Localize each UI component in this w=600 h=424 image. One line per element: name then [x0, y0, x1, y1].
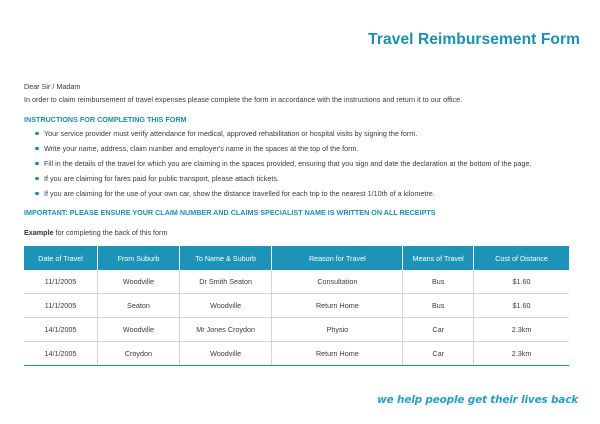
bullet-icon: [35, 192, 39, 196]
table-cell: 2.3km: [474, 318, 569, 342]
column-header-reason: Reason for Travel: [272, 246, 403, 270]
table-row: [24, 270, 569, 294]
table-cell: Woodville: [98, 318, 180, 342]
instruction-text: Fill in the details of the travel for which you are claiming in the spaces provided, ensuring that you sign and date the declaration at the bottom of the page.: [44, 159, 532, 168]
table-cell: 11/1/2005: [24, 270, 98, 294]
table-cell: Physio: [272, 318, 403, 342]
letter-greeting: Dear Sir / Madam: [24, 82, 81, 91]
bullet-icon: [35, 177, 39, 181]
letter-intro: In order to claim reimbursement of travel expenses please complete the form in accordance with the instructions and return it to our office.: [24, 95, 463, 104]
table-header-row: [24, 246, 569, 270]
column-header-cost: Cost of Distance: [474, 246, 569, 270]
table-cell: Woodville: [179, 342, 272, 366]
bullet-icon: [35, 162, 39, 166]
instruction-item: [24, 129, 531, 144]
table-cell: Car: [403, 318, 474, 342]
column-header-date: Date of Travel: [24, 246, 98, 270]
table-cell: Return Home: [272, 294, 403, 318]
footer-tagline: we help people get their lives back: [377, 394, 578, 406]
table-cell: Return Home: [272, 342, 403, 366]
instructions-list: [24, 129, 531, 204]
instruction-text: Your service provider must verify attendance for medical, approved rehabilitation or hospital visits by signing the form.: [44, 129, 418, 138]
instruction-text: If you are claiming for fares paid for public transport, please attach tickets.: [44, 174, 279, 183]
table-cell: Dr Smith Seaton: [179, 270, 272, 294]
column-header-means: Means of Travel: [403, 246, 474, 270]
bullet-icon: [35, 147, 39, 151]
table-cell: Seaton: [98, 294, 180, 318]
example-label: Example: [24, 228, 54, 237]
instruction-item: [24, 189, 531, 204]
table-cell: 2.3km: [474, 342, 569, 366]
table-cell: $1.60: [474, 294, 569, 318]
important-notice: IMPORTANT: PLEASE ENSURE YOUR CLAIM NUMBER AND CLAIMS SPECIALIST NAME IS WRITTEN ON ALL RECEIPTS: [24, 208, 436, 217]
bullet-icon: [35, 132, 39, 136]
instructions-heading: INSTRUCTIONS FOR COMPLETING THIS FORM: [24, 115, 187, 124]
page-title: Travel Reimbursement Form: [368, 31, 580, 48]
instruction-item: [24, 159, 531, 174]
table-cell: Mr Jones Croydon: [179, 318, 272, 342]
table-cell: $1.60: [474, 270, 569, 294]
instruction-text: If you are claiming for the use of your own car, show the distance travelled for each trip to the nearest 1/10th of a kilometre.: [44, 189, 435, 198]
instruction-text: Write your name, address, claim number and employer's name in the spaces at the top of the form.: [44, 144, 359, 153]
example-table: [24, 246, 569, 366]
table-cell: 11/1/2005: [24, 294, 98, 318]
table-cell: 14/1/2005: [24, 318, 98, 342]
instruction-item: [24, 174, 531, 189]
table-cell: Woodville: [98, 270, 180, 294]
column-header-to: To Name & Suburb: [179, 246, 272, 270]
table-row: [24, 318, 569, 342]
table-row: [24, 342, 569, 366]
table-cell: Car: [403, 342, 474, 366]
table-row: [24, 294, 569, 318]
example-caption: [24, 228, 167, 237]
instruction-item: [24, 144, 531, 159]
table-cell: Bus: [403, 294, 474, 318]
table-cell: Bus: [403, 270, 474, 294]
table-cell: Croydon: [98, 342, 180, 366]
table-cell: Woodville: [179, 294, 272, 318]
column-header-from: From Suburb: [98, 246, 180, 270]
example-text: for completing the back of this form: [53, 228, 168, 237]
table-cell: Consultation: [272, 270, 403, 294]
table-cell: 14/1/2005: [24, 342, 98, 366]
